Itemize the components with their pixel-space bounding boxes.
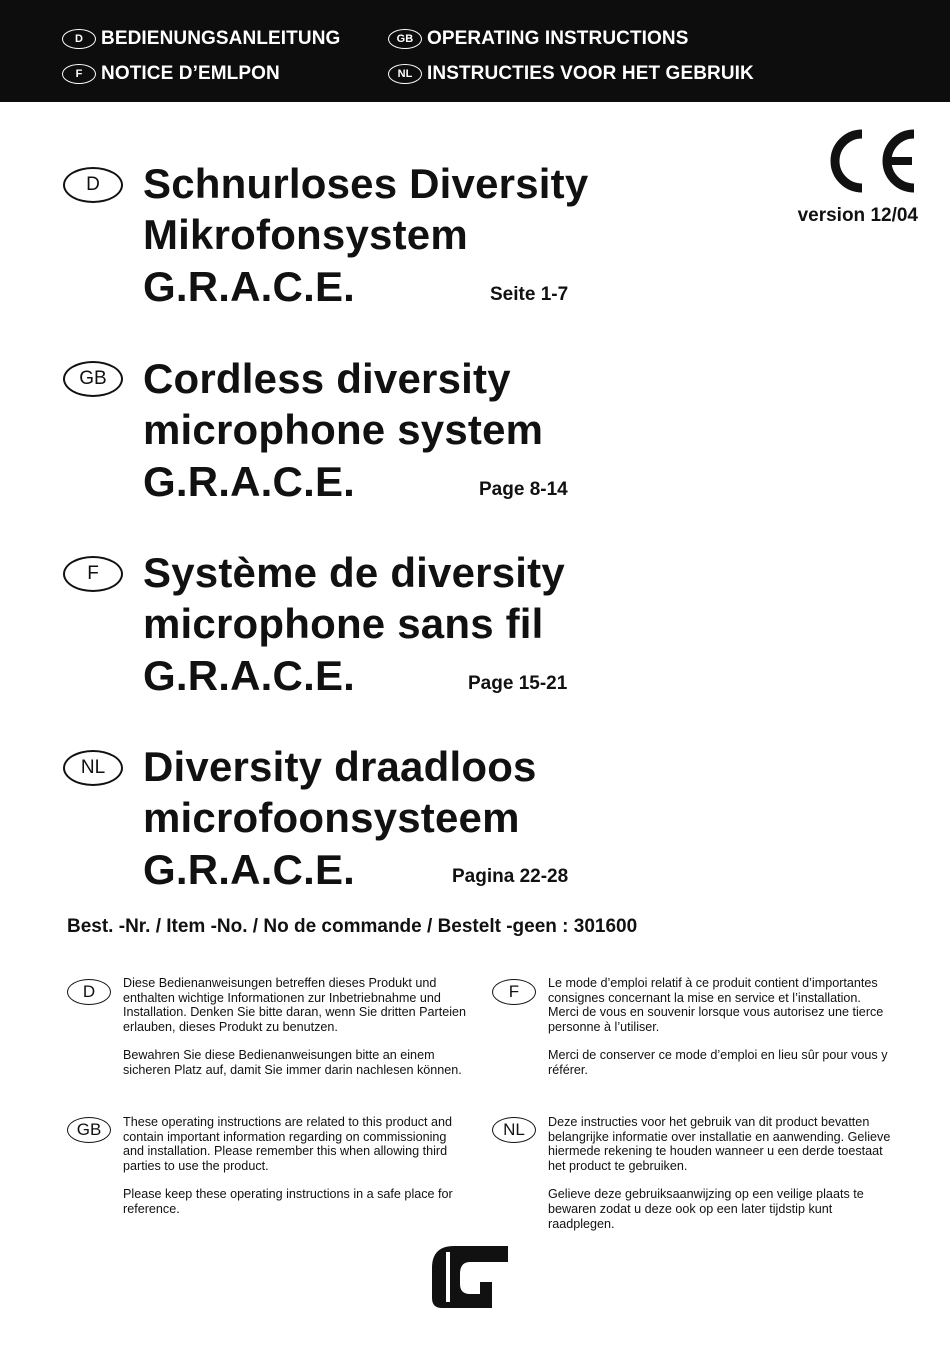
notice-paragraph: Deze instructies voor het gebruik van dit product bevatten belangrijke informatie over installatie en aanwending. Gelieve hiermede rekening te houden wanneer u een derde toestaat het product te gebruiken. xyxy=(548,1115,891,1173)
title-line: G.R.A.C.E. xyxy=(143,846,356,893)
header-item-fr xyxy=(62,63,280,85)
header-item-de xyxy=(62,28,340,50)
notice-paragraph: Please keep these operating instructions in a safe place for reference. xyxy=(123,1187,453,1216)
language-badge-nl: NL xyxy=(492,1117,536,1143)
language-badge-nl: NL xyxy=(388,64,422,84)
notice-fr xyxy=(548,976,893,1092)
header-band xyxy=(0,0,950,102)
header-label: NOTICE D’EMLPON xyxy=(101,63,280,84)
notice-paragraph: Merci de conserver ce mode d’emploi en lieu sûr pour vous y référer. xyxy=(548,1048,888,1077)
title-line: G.R.A.C.E. xyxy=(143,652,356,699)
page-ref: Page 8-14 xyxy=(479,479,568,500)
language-badge-d: D xyxy=(67,979,111,1005)
language-badge-d: D xyxy=(63,167,123,203)
language-badge-nl: NL xyxy=(63,750,123,786)
header-label: INSTRUCTIES VOOR HET GEBRUIK xyxy=(427,63,754,84)
header-item-gb xyxy=(388,28,689,50)
title-line: Schnurloses Diversity xyxy=(143,160,589,207)
page-ref: Pagina 22-28 xyxy=(452,866,569,887)
title-line: Système de diversity xyxy=(143,549,565,596)
language-badge-gb: GB xyxy=(63,361,123,397)
notice-paragraph: Diese Bedienanweisungen betreffen dieses Produkt und enthalten wichtige Informationen zur Inbetriebnahme und Installation. Denken Sie bitte daran, wenn Sie dritten Parteien erlauben, dieses Produkt zu benutzen. xyxy=(123,976,467,1034)
page-ref: Seite 1-7 xyxy=(490,284,569,305)
item-number: Best. -Nr. / Item -No. / No de commande / Bestelt -geen : 301600 xyxy=(67,916,638,937)
ce-mark-icon xyxy=(818,128,920,199)
header-label: OPERATING INSTRUCTIONS xyxy=(427,28,689,49)
notice-de xyxy=(123,976,468,1092)
header-item-nl xyxy=(388,63,754,85)
language-badge-f: F xyxy=(492,979,536,1005)
title-line: microphone sans fil xyxy=(143,600,544,647)
conrad-logo-icon xyxy=(428,1242,520,1317)
language-badge-d: D xyxy=(62,29,96,49)
notice-paragraph: Le mode d’emploi relatif à ce produit contient d’importantes consignes concernant la mise en service et l’installation. Merci de vous en souvenir lorsque vous autorisez une tierce personne à l’utiliser. xyxy=(548,976,884,1034)
title-line: G.R.A.C.E. xyxy=(143,458,356,505)
notice-gb xyxy=(123,1115,468,1231)
notice-paragraph: Gelieve deze gebruiksaanwijzing op een veilige plaats te bewaren zodat u deze ook op een later tijdstip kunt raadplegen. xyxy=(548,1187,864,1231)
header-label: BEDIENUNGSANLEITUNG xyxy=(101,28,341,49)
title-line: Diversity draadloos xyxy=(143,743,537,790)
title-line: Mikrofonsystem xyxy=(143,211,468,258)
language-badge-gb: GB xyxy=(67,1117,111,1143)
version-label: version 12/04 xyxy=(797,205,918,226)
notice-paragraph: Bewahren Sie diese Bedienanweisungen bitte an einem sicheren Platz auf, damit Sie immer darin nachlesen können. xyxy=(123,1048,462,1077)
title-line: microphone system xyxy=(143,406,544,453)
notice-paragraph: These operating instructions are related to this product and contain important information regarding on commissioning and installation. Please remember this when allowing third parties to use the product. xyxy=(123,1115,453,1173)
title-line: G.R.A.C.E. xyxy=(143,263,356,310)
language-badge-f: F xyxy=(63,556,123,592)
page-ref: Page 15-21 xyxy=(468,673,568,694)
notice-nl xyxy=(548,1115,893,1245)
title-line: Cordless diversity xyxy=(143,355,511,402)
title-line: microfoonsysteem xyxy=(143,794,520,841)
language-badge-gb: GB xyxy=(388,29,422,49)
language-badge-f: F xyxy=(62,64,96,84)
